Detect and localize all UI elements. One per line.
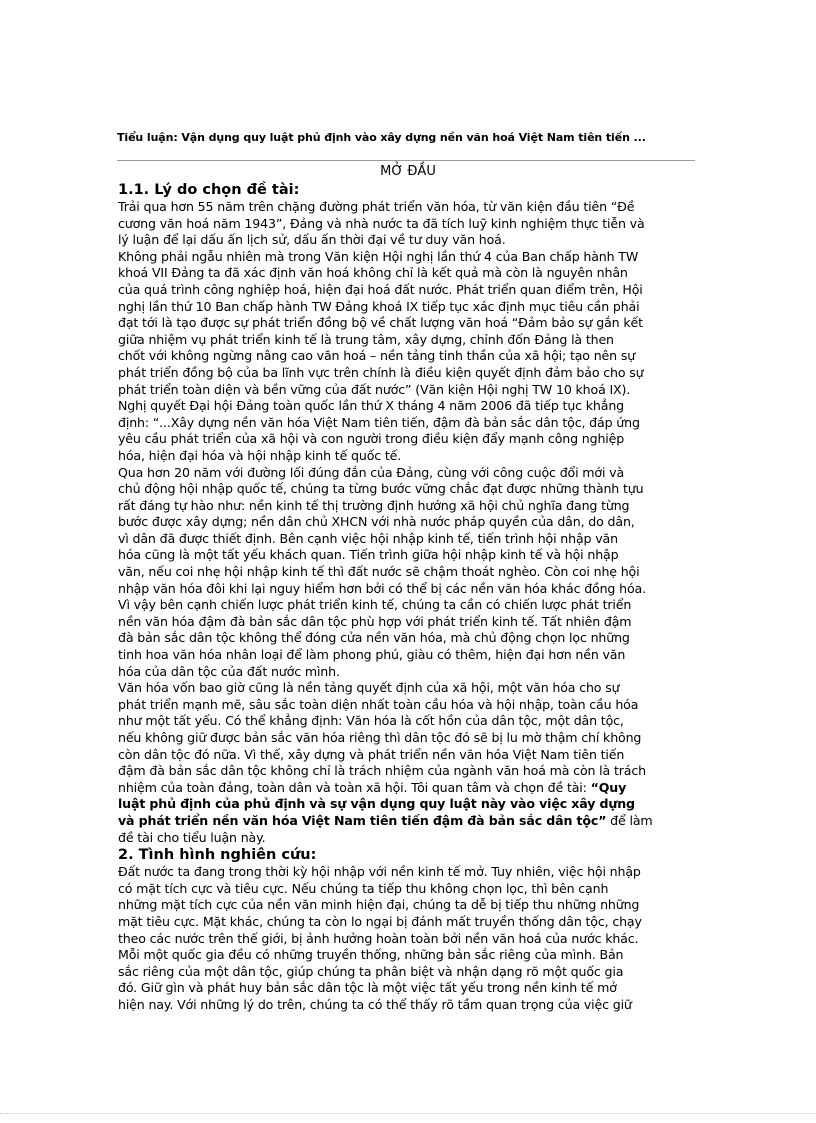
topic-title-bold: và phát triển nền văn hóa Việt Nam tiên tiến đậm đà bản sắc dân tộc”	[118, 812, 607, 828]
text-line: nhập văn hóa đôi khi lại nguy hiểm hơn bởi có thể bị các nền văn hóa khác đồng hóa.	[118, 580, 646, 596]
text-line: Nghị quyết Đại hội Đảng toàn quốc lần thứ X tháng 4 năm 2006 đã tiếp tục khẳng	[118, 398, 624, 414]
text-line: những mặt tích cực của nền văn minh hiện đại, chúng ta dễ bị tiếp thu những những	[118, 897, 640, 913]
text-line: văn, nếu coi nhẹ hội nhập kinh tế thì đất nước sẽ chậm thoát nghèo. Còn coi nhẹ hội	[118, 564, 640, 580]
paragraph-3	[118, 465, 698, 681]
text-line	[118, 780, 698, 797]
text-line: hóa, hiện đại hóa và hội nhập kinh tế quốc tế.	[118, 447, 402, 463]
text-line: khoá VII Đảng ta đã xác định văn hoá không chỉ là kết quả mà còn là nguyên nhân	[118, 265, 628, 281]
text-run: để làm	[606, 812, 653, 828]
text-line: hóa của dân tộc của đất nước mình.	[118, 663, 340, 679]
text-line: đề tài cho tiểu luận này.	[118, 829, 266, 845]
paragraph-4	[118, 680, 698, 846]
text-run: nhiệm của toàn đảng, toàn dân và toàn xã hội. Tôi quan tâm và chọn đề tài:	[118, 779, 591, 795]
text-line: đạt tới là tạo được sự phát triển đồng bộ về chất lượng văn hoá “Đảm bảo sự gắn kết	[118, 315, 643, 331]
text-line: phát triển mạnh mẽ, sâu sắc toàn diện nhất toàn cầu hóa và hội nhập, toàn cầu hóa	[118, 696, 639, 712]
text-line: đó. Giữ gìn và phát huy bản sắc dân tộc là một việc tất yếu trong nền kinh tế mở	[118, 980, 617, 996]
text-line: đậm đà bản sắc dân tộc không chỉ là trách nhiệm của ngành văn hoá mà còn là trách	[118, 763, 646, 779]
text-line: tinh hoa văn hóa nhân loại để làm phong phú, giàu có thêm, hiện đại hơn nền văn	[118, 647, 626, 663]
text-line: có mặt tích cực và tiêu cực. Nếu chúng ta tiếp thu không chọn lọc, thì bên cạnh	[118, 880, 609, 896]
text-line: Không phải ngẫu nhiên mà trong Văn kiện Hội nghị lần thứ 4 của Ban chấp hành TW	[118, 248, 639, 264]
text-line: Qua hơn 20 năm với đường lối đúng đắn của Đảng, cùng với công cuộc đổi mới và	[118, 464, 625, 480]
text-line: giữa nhiệm vụ phát triển kinh tế là trung tâm, xây dựng, chỉnh đốn Đảng là then	[118, 331, 614, 347]
text-line: vì dân đã được thiết định. Bên cạnh việc hội nhập kinh tế, tiến trình hội nhập văn	[118, 530, 618, 546]
topic-title-bold: “Quy	[590, 779, 627, 795]
text-line: Trải qua hơn 55 năm trên chặng đường phát triển văn hóa, từ văn kiện đầu tiên “Đề	[118, 199, 635, 214]
paragraph-2	[118, 249, 698, 465]
text-line: chốt với không ngừng nâng cao văn hoá – nền tảng tinh thần của xã hội; tạo nên sự	[118, 348, 636, 364]
text-line: còn dân tộc đó nữa. Vì thế, xây dựng và phát triển nền văn hóa Việt Nam tiên tiến	[118, 746, 625, 762]
text-line: Văn hóa vốn bao giờ cũng là nền tảng quyết định của xã hội, một văn hóa cho sự	[118, 680, 620, 696]
text-line: lý luận để lại dấu ấn lịch sử, dấu ấn thời đại về tư duy văn hoá.	[118, 232, 506, 248]
text-line: nếu không giữ được bản sắc văn hóa riêng thì dân tộc đó sẽ bị lu mờ thậm chí không	[118, 730, 642, 745]
text-line: hiện nay. Với những lý do trên, chúng ta có thể thấy rõ tầm quan trọng của việc giữ	[118, 996, 632, 1012]
paragraph-5	[118, 864, 698, 1013]
text-line: sắc riêng của một dân tộc, giúp chúng ta phân biệt và nhận dạng rõ một quốc gia	[118, 963, 624, 979]
paragraph-1	[118, 199, 698, 249]
text-line: định: “...Xây dựng nền văn hóa Việt Nam tiên tiến, đậm đà bản sắc dân tộc, đáp ứng	[118, 414, 640, 430]
text-line: Mỗi một quốc gia đều có những truyền thống, những bản sắc riêng của mình. Bản	[118, 947, 624, 963]
text-line: của quá trình công nghiệp hoá, hiện đại hoá đất nước. Phát triển quan điểm trên, Hội	[118, 281, 643, 297]
text-line: hóa cũng là một tất yếu khách quan. Tiến trình giữa hội nhập kinh tế và hội nhập	[118, 547, 619, 563]
text-line: Vì vậy bên cạnh chiến lược phát triển kinh tế, chúng ta cần có chiến lược phát triển	[118, 597, 632, 613]
text-line: phát triển toàn diện và bền vững của đất nước” (Văn kiện Hội nghị TW 10 khoá IX).	[118, 381, 631, 397]
text-line: theo các nước trên thế giới, bị ảnh hưởng hoàn toàn bởi nền văn hoá của nước khác.	[118, 930, 639, 946]
text-line: yêu cầu phát triển của xã hội và con người trong điều kiện đẩy mạnh công nghiệp	[118, 431, 625, 447]
text-line: như một tất yếu. Có thể khẳng định: Văn hóa là cốt hồn của dân tộc, một dân tộc,	[118, 713, 624, 729]
section-title-1-1: 1.1. Lý do chọn đề tài:	[118, 182, 300, 198]
document-body	[118, 160, 698, 1014]
text-line: nền văn hóa đậm đà bản sắc dân tộc phù hợp với phát triển kinh tế. Tất nhiên đậm	[118, 613, 632, 629]
text-line	[118, 813, 698, 830]
text-line: đà bản sắc dân tộc không thể đóng cửa nền văn hóa, mà chủ động chọn lọc những	[118, 630, 630, 646]
text-line: mặt tiêu cực. Mặt khác, chúng ta còn lo ngại bị đánh mất truyền thống dân tộc, chạy	[118, 913, 642, 929]
section-heading-intro: MỞ ĐẦU	[380, 164, 436, 179]
topic-title-bold: luật phủ định của phủ định và sự vận dụng quy luật này vào việc xây dựng	[118, 796, 635, 812]
running-title: Tiểu luận: Vận dụng quy luật phủ định vào xây dựng nền văn hoá Việt Nam tiên tiến ...	[117, 131, 646, 144]
text-line: nghị lần thứ 10 Ban chấp hành TW Đảng khoá IX tiếp tục xác định mục tiêu cần phải	[118, 298, 640, 314]
text-line: phát triển đồng bộ của ba lĩnh vực trên chính là điều kiện quyết định đảm bảo cho sự	[118, 364, 644, 380]
footer-divider	[0, 1113, 816, 1114]
section-title-2: 2. Tình hình nghiên cứu:	[118, 847, 317, 864]
text-line: cương văn hoá năm 1943”, Đảng và nhà nước ta đã tích luỹ kinh nghiệm thực tiễn và	[118, 215, 645, 231]
text-line: rất đáng tự hào như: nền kinh tế thị trường định hướng xã hội chủ nghĩa đang từng	[118, 497, 630, 513]
text-line: Đất nước ta đang trong thời kỳ hội nhập với nền kinh tế mở. Tuy nhiên, việc hội nhập	[118, 864, 641, 880]
text-line: bước được xây dựng; nền dân chủ XHCN với nhà nước pháp quyền của dân, do dân,	[118, 514, 635, 530]
text-line: chủ động hội nhập quốc tế, chúng ta từng bước vững chắc đạt được những thành tựu	[118, 481, 644, 497]
